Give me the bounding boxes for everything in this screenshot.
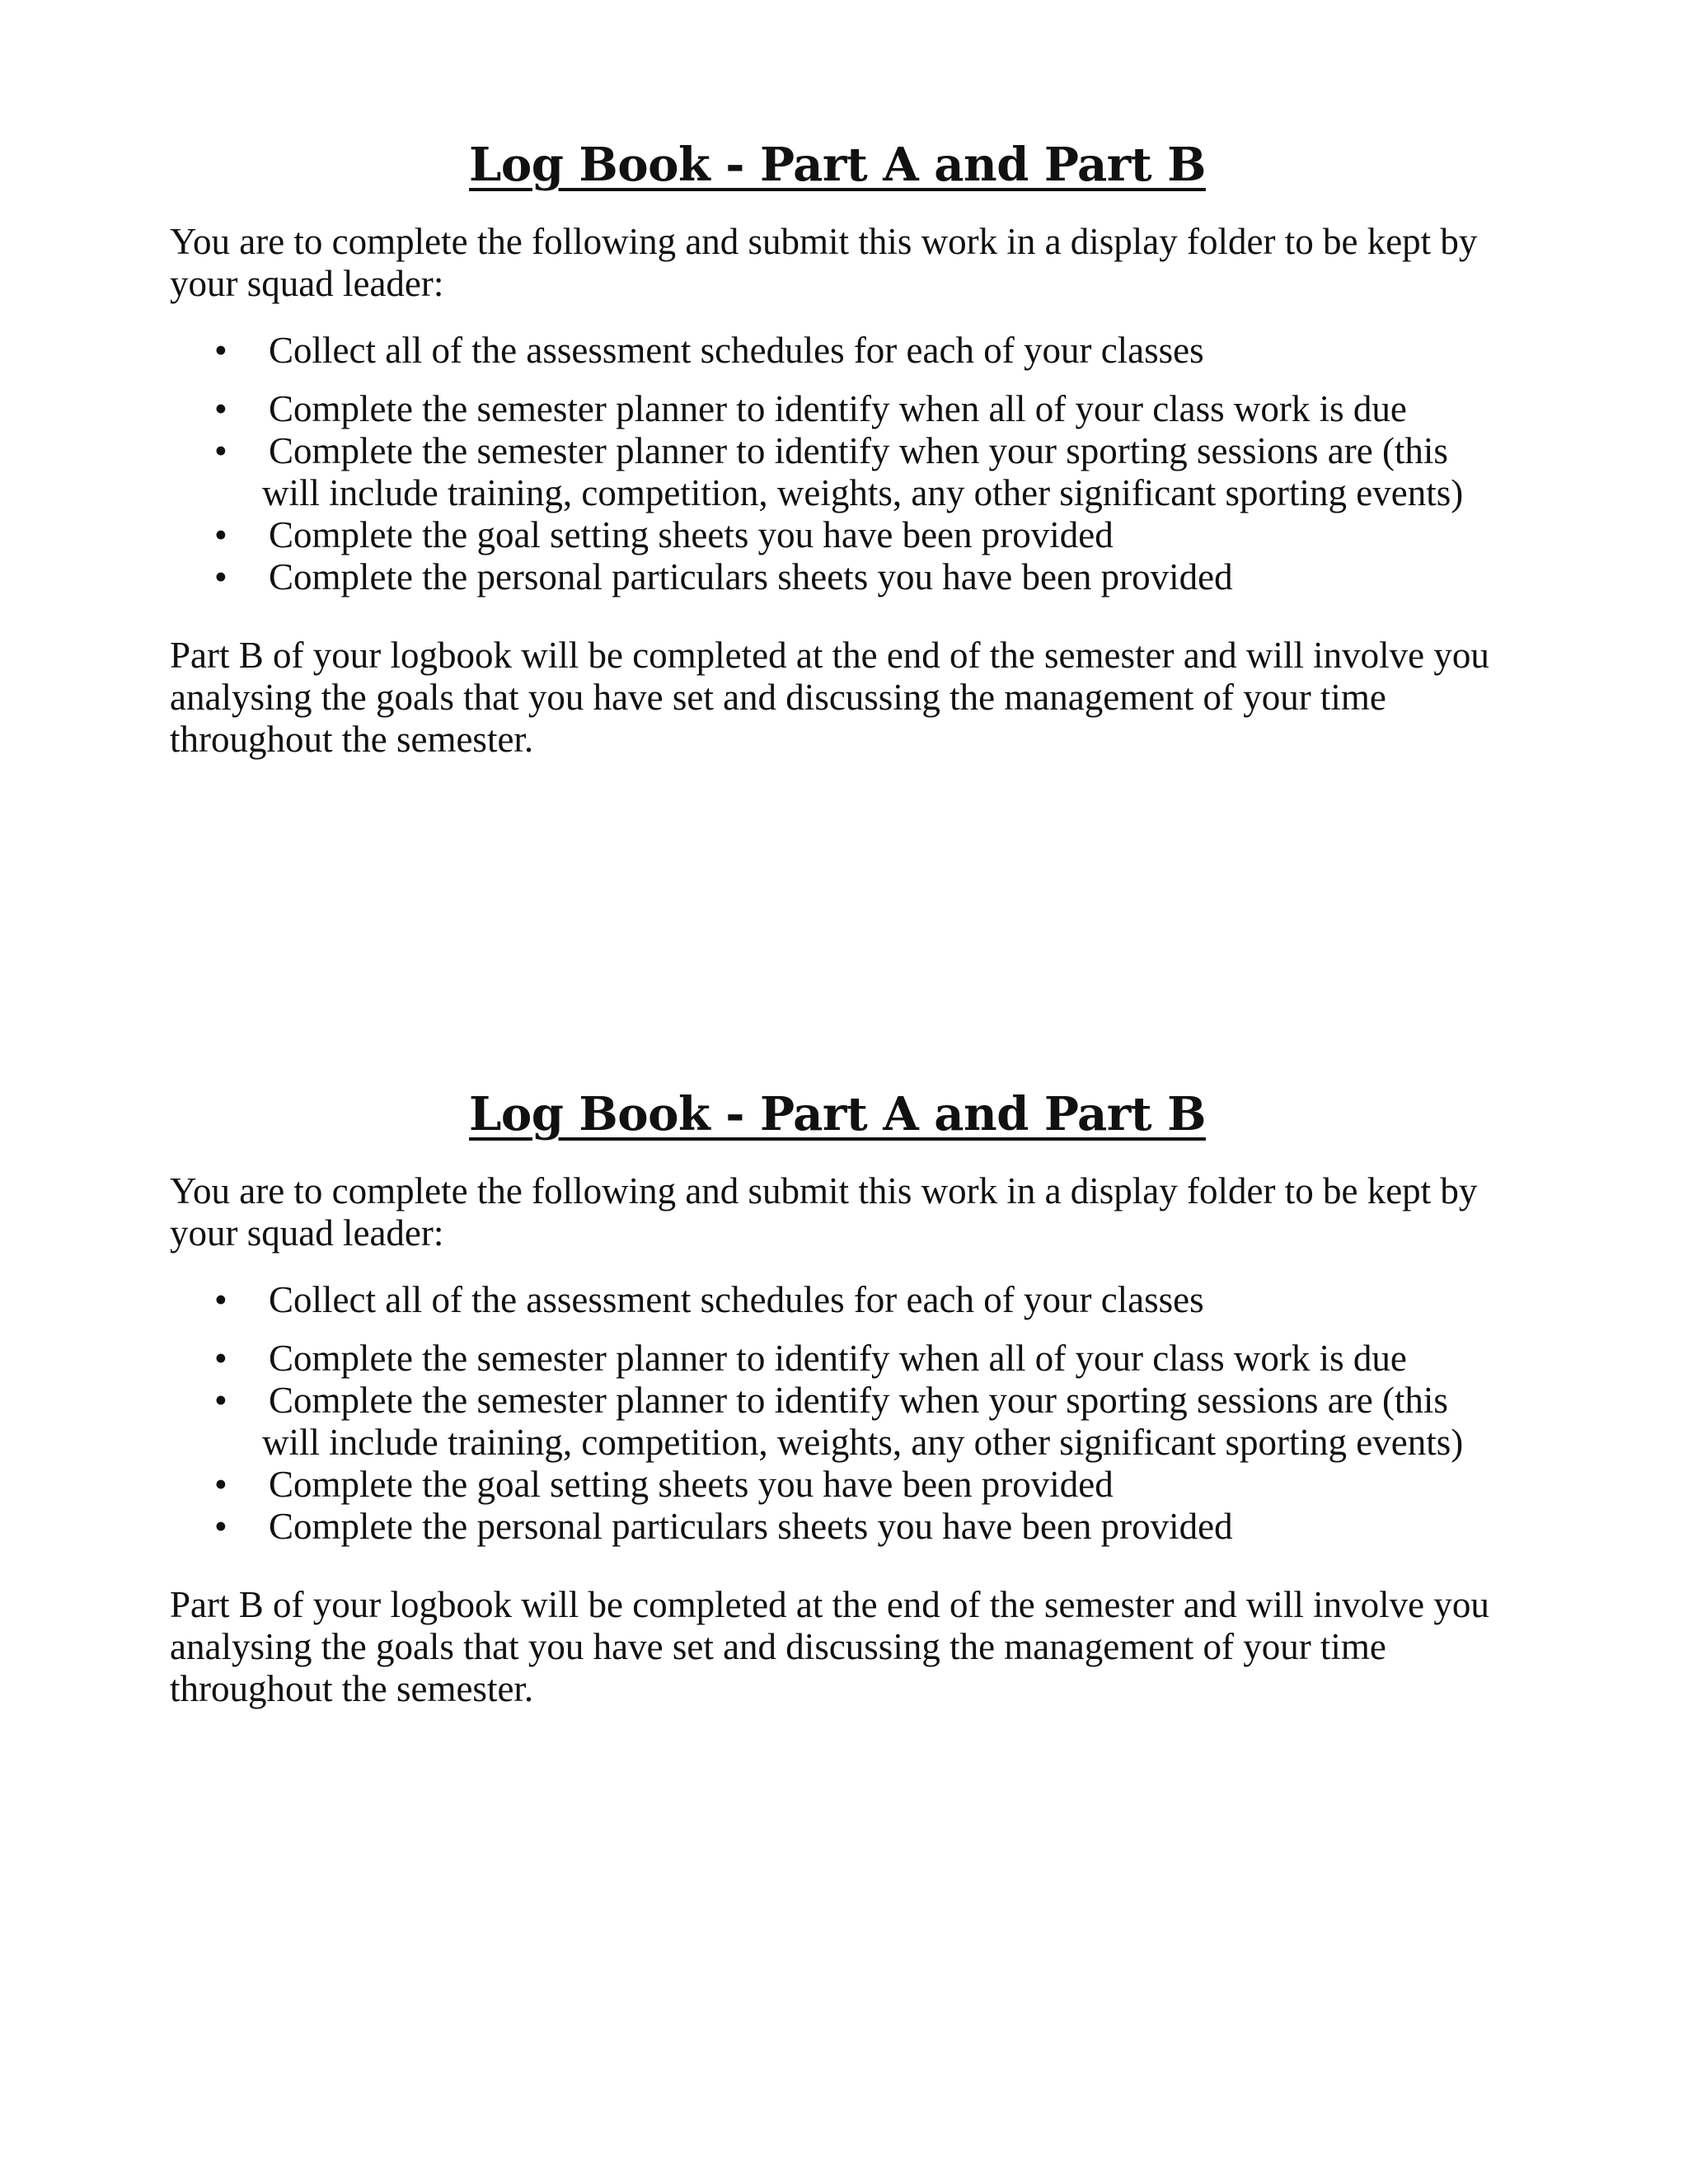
bullet-icon: •: [214, 1338, 227, 1379]
list-item-text: Complete the personal particulars sheets you have been provided: [269, 556, 1233, 598]
intro-paragraph: You are to complete the following and submit this work in a display folder to be kept by your squad leader:: [170, 221, 1478, 304]
bullet-icon: •: [214, 388, 227, 429]
logbook-section-1: [170, 132, 1505, 761]
list-item: [170, 430, 1505, 514]
section-title: Log Book - Part A and Part B: [469, 1087, 1206, 1141]
list-item: [170, 1506, 1505, 1548]
list-item: [170, 1338, 1505, 1380]
bullet-icon: •: [214, 1464, 227, 1505]
list-item: [170, 514, 1505, 556]
task-list: [170, 1279, 1505, 1548]
closing-paragraph: Part B of your logbook will be completed at the end of the semester and will involve you analysing the goals that you have set and discussing the management of your time throughout the semester.: [170, 1584, 1489, 1709]
intro-paragraph: You are to complete the following and submit this work in a display folder to be kept by your squad leader:: [170, 1170, 1478, 1254]
list-item-text: Complete the semester planner to identify when your sporting sessions are (this will include training, competition, weights, any other significant sporting events): [262, 1380, 1464, 1463]
list-item-text: Complete the semester planner to identify when all of your class work is due: [269, 388, 1407, 429]
section-title: Log Book - Part A and Part B: [469, 138, 1206, 192]
list-item-text: Collect all of the assessment schedules for each of your classes: [269, 1279, 1204, 1320]
list-item-text: Complete the semester planner to identify when all of your class work is due: [269, 1338, 1407, 1379]
bullet-icon: •: [214, 1380, 227, 1421]
list-item-text: Complete the goal setting sheets you have been provided: [269, 514, 1114, 555]
list-item-text: Complete the personal particulars sheets you have been provided: [269, 1506, 1233, 1547]
bullet-icon: •: [214, 430, 227, 471]
list-item-text: Complete the goal setting sheets you have been provided: [269, 1464, 1114, 1505]
list-item-text: Complete the semester planner to identify when your sporting sessions are (this will include training, competition, weights, any other significant sporting events): [262, 430, 1464, 513]
bullet-icon: •: [214, 1506, 227, 1547]
list-item: [170, 1279, 1505, 1321]
closing-paragraph: Part B of your logbook will be completed at the end of the semester and will involve you analysing the goals that you have set and discussing the management of your time throughout the semester.: [170, 635, 1489, 760]
bullet-icon: •: [214, 556, 227, 598]
list-item: [170, 330, 1505, 372]
task-list: [170, 330, 1505, 598]
list-item: [170, 556, 1505, 598]
bullet-icon: •: [214, 330, 227, 371]
list-item: [170, 1464, 1505, 1506]
list-item-text: Collect all of the assessment schedules for each of your classes: [269, 330, 1204, 371]
bullet-icon: •: [214, 1279, 227, 1320]
list-item: [170, 388, 1505, 430]
logbook-section-2: [170, 1081, 1505, 1710]
list-item: [170, 1380, 1505, 1464]
bullet-icon: •: [214, 514, 227, 555]
